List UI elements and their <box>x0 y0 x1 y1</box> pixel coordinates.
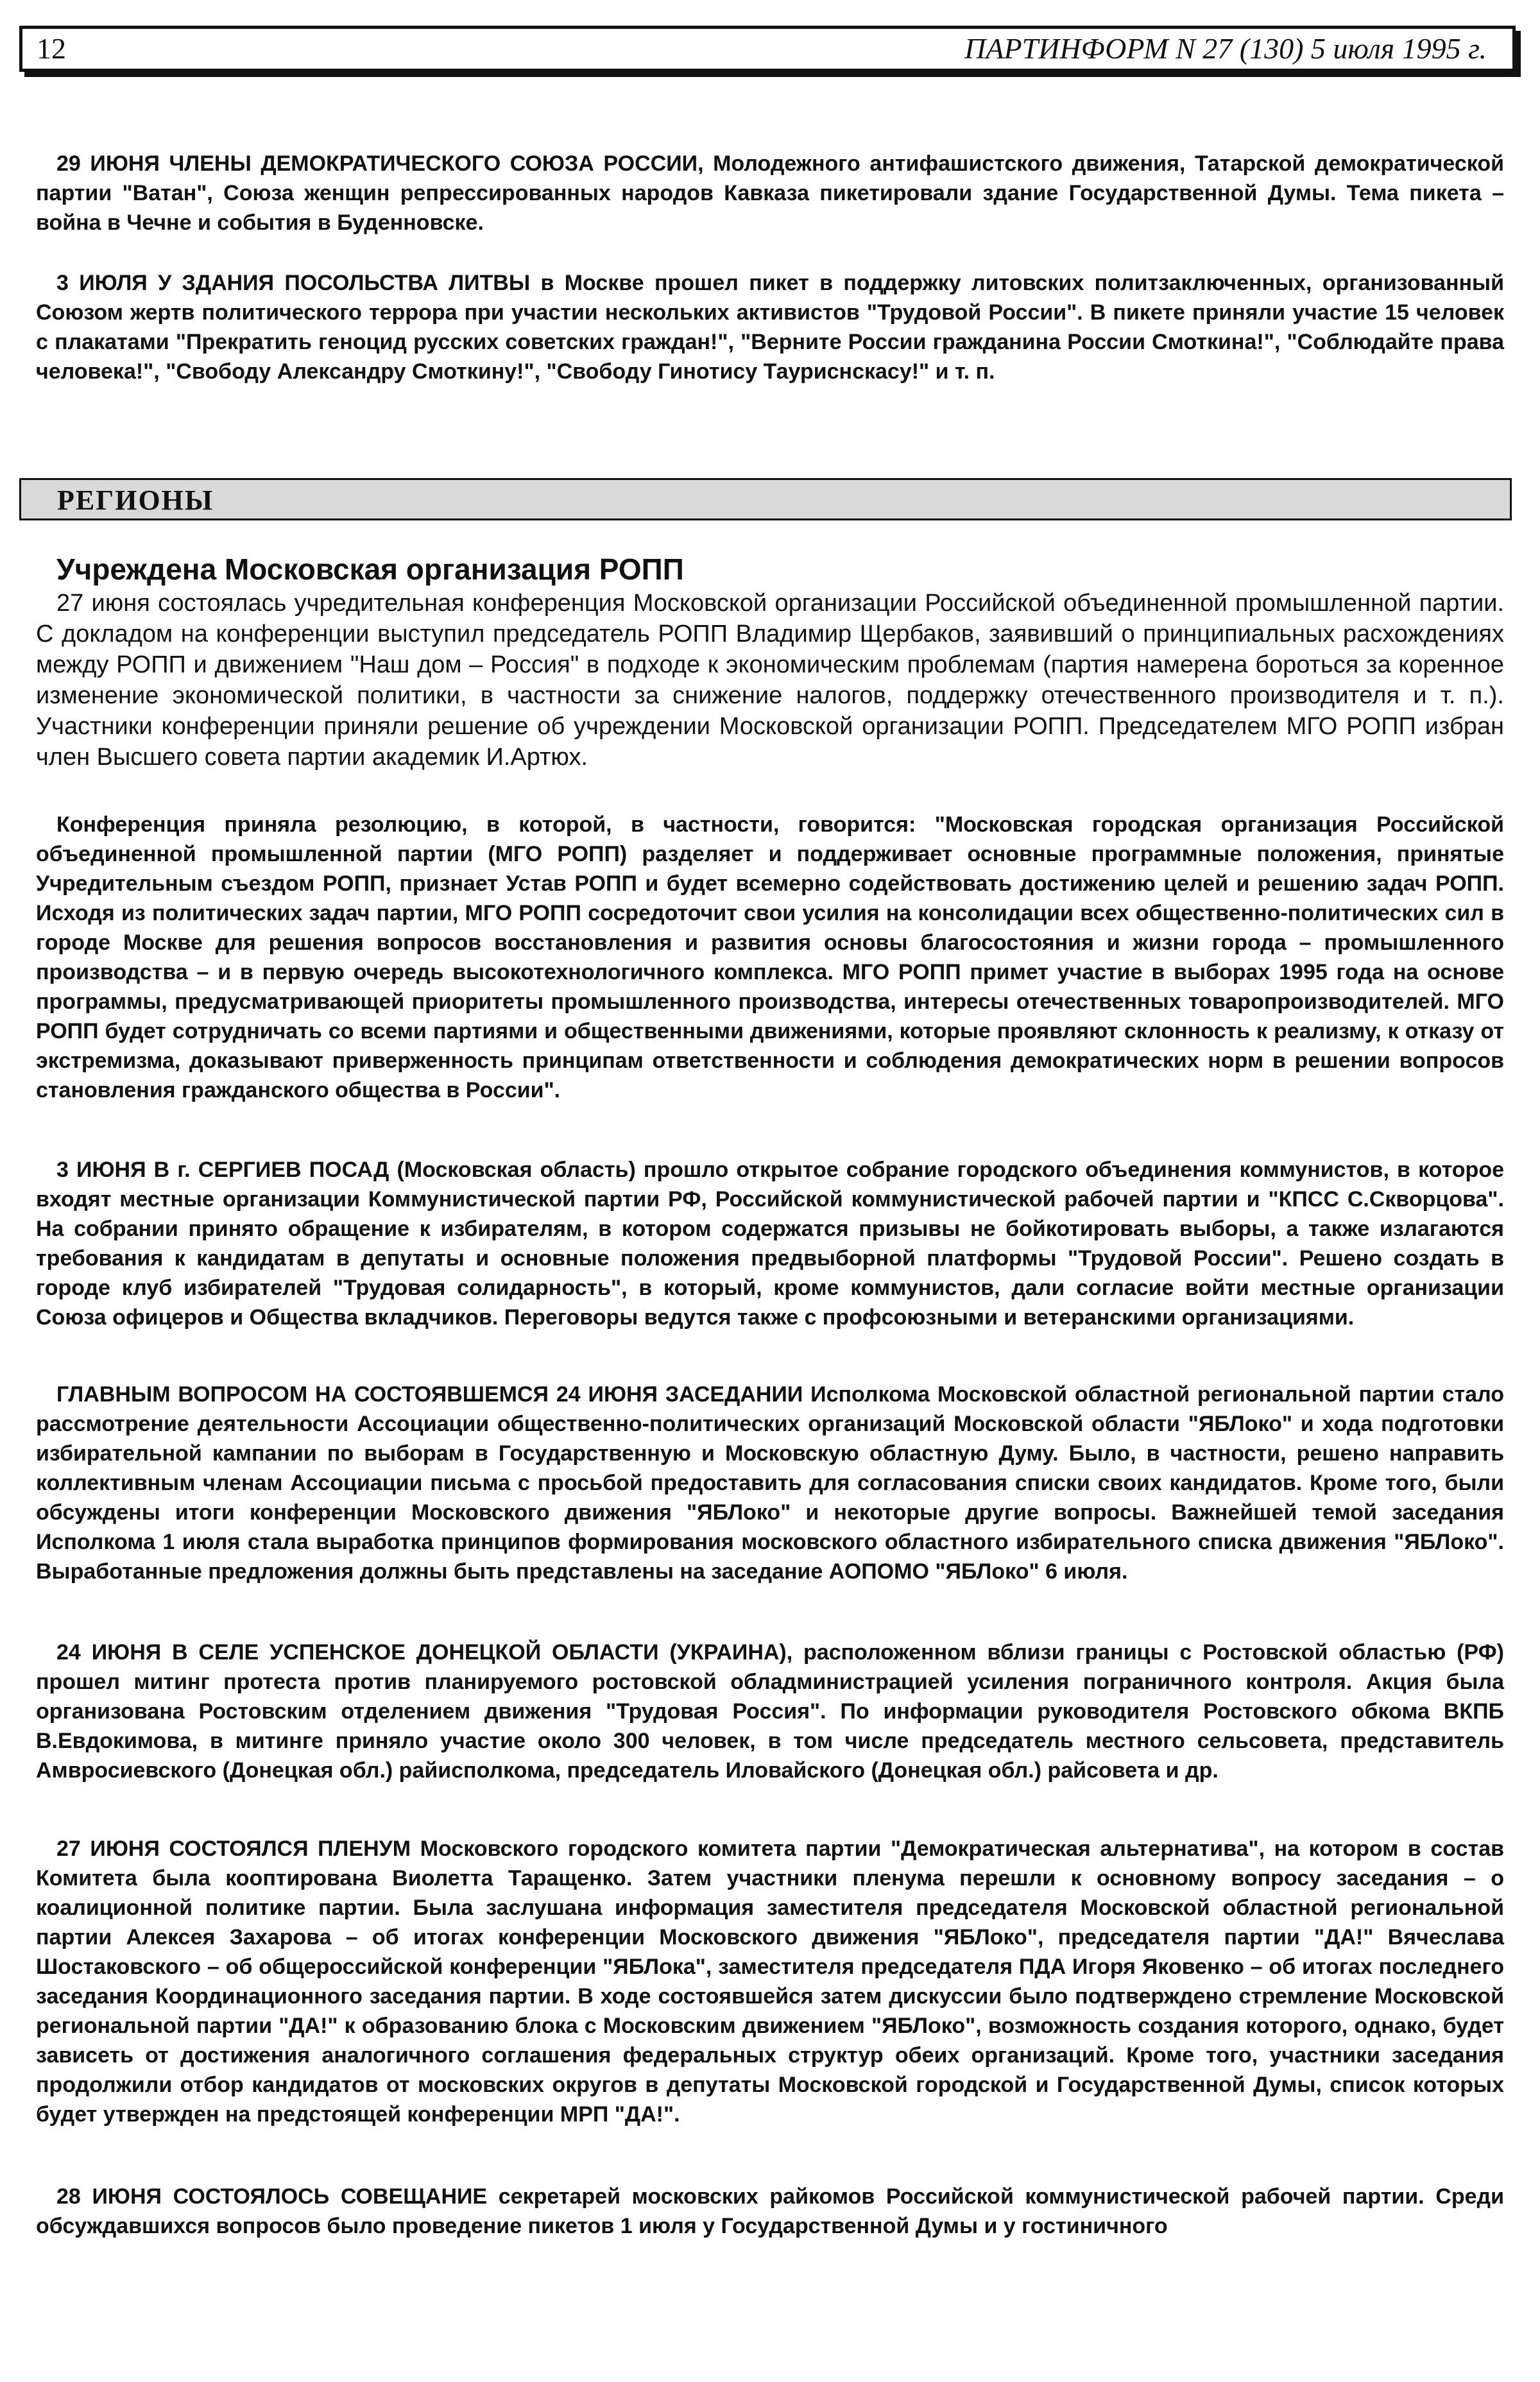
page-number: 12 <box>37 32 66 65</box>
news-item-lithuania-embassy-picket: 3 ИЮЛЯ У ЗДАНИЯ ПОСОЛЬСТВА ЛИТВЫ в Москве прошел пикет в поддержку литовских политзаключенных, организованный Союзом жертв политического террора при участии нескольких активистов "Трудовой России". В пикете приняли участие 15 человек с плакатами "Прекратить геноцид русских советских граждан!", "Верните России гражданина России Смоткина!", "Соблюдайте права человека!", "Свободу Александру Смоткину!", "Свободу Гинотису Тауриснскасу!" и т. п. <box>36 271 1504 384</box>
news-item-democratic-alternative-plenum: 27 ИЮНЯ СОСТОЯЛСЯ ПЛЕНУМ Московского городского комитета партии "Демократическая альтернатива", на котором в состав Комитета была кооптирована Виолетта Таращенко. Затем участники пленума перешли к основному вопросу заседания – о коалиционной политике партии. Была заслушана информация заместителя председателя Московской областной региональной партии Алексея Захарова – об итогах конференции Московского движения "ЯБЛоко", председателя партии "ДА!" Вячеслава Шостаковского – об общероссийской конференции "ЯБЛока", заместителя председателя ПДА Игоря Яковенко – об итогах последнего заседания Координационного заседания партии. В ходе состоявшейся затем дискуссии было подтверждено стремление Московской региональной партии "ДА!" к образованию блока с Московским движением "ЯБЛоко", возможность создания которого, однако, будет зависеть от достижения аналогичного соглашения федеральных структур обеих организаций. Кроме того, участники заседания продолжили отбор кандидатов от московских округов в депутаты Московской городской и Государственной Думы, список которых будет утвержден на предстоящей конференции МРП "ДА!". <box>36 1837 1504 2127</box>
article-title: Учреждена Московская организация РОПП <box>56 553 684 586</box>
news-item-uspenskoe-rally: 24 ИЮНЯ В СЕЛЕ УСПЕНСКОЕ ДОНЕЦКОЙ ОБЛАСТИ (УКРАИНА), расположенном вблизи границы с Ростовской областью (РФ) прошел митинг протеста против планируемого ростовской обладминистрацией усиления пограничного контроля. Акция была организована Ростовским отделением движения "Трудовая Россия". По информации руководителя Ростовского обкома ВКПБ В.Евдокимова, в митинге приняло участие около 300 человек, в том числе председатель местного сельсовета, представитель Амвросиевского (Донецкая обл.) райисполкома, председатель Иловайского (Донецкая обл.) райсовета и др. <box>36 1640 1504 1783</box>
publication-title: ПАРТИНФОРМ N 27 (130) 5 июля 1995 г. <box>964 32 1487 65</box>
section-header-regions <box>19 478 1512 520</box>
article-lead-paragraph: 27 июня состоялась учредительная конференция Московской организации Российской объединенной промышленной партии. С докладом на конференции выступил председатель РОПП Владимир Щербаков, заявивший о принципиальных расхождениях между РОПП и движением "Наш дом – Россия" в подходе к экономическим проблемам (партия намерена бороться за коренное изменение экономической политики, в частности за снижение налогов, поддержку отечественного производителя и т. п.). Участники конференции приняли решение об учреждении Московской организации РОПП. Председателем МГО РОПП избран член Высшего совета партии академик И.Артюх. <box>36 590 1504 771</box>
news-item-moscow-oblast-party: ГЛАВНЫМ ВОПРОСОМ НА СОСТОЯВШЕМСЯ 24 ИЮНЯ ЗАСЕДАНИИ Исполкома Московской областной региональной партии стало рассмотрение деятельности Ассоциации общественно-политических организаций Московской области "ЯБЛоко" и хода подготовки избирательной кампании по выборам в Государственную и Московскую областную Думу. Было, в частности, решено направить коллективным членам Ассоциации письма с просьбой предоставить для согласования списки своих кандидатов. Кроме того, были обсуждены итоги конференции Московского движения "ЯБЛоко" и некоторые другие вопросы. Важнейшей темой заседания Исполкома 1 июля стала выработка принципов формирования московского областного избирательного списка движения "ЯБЛоко". Выработанные предложения должны быть представлены на заседание АОПОМО "ЯБЛоко" 6 июля. <box>36 1382 1504 1584</box>
news-item-rkrp-meeting: 28 ИЮНЯ СОСТОЯЛОСЬ СОВЕЩАНИЕ секретарей московских райкомов Российской коммунистической рабочей партии. Среди обсуждавшихся вопросов было проведение пикетов 1 июля у Государственной Думы и у гостиничного <box>36 2184 1504 2238</box>
running-header <box>19 26 1516 72</box>
news-item-sergiev-posad: 3 ИЮНЯ В г. СЕРГИЕВ ПОСАД (Московская область) прошло открытое собрание городского объединения коммунистов, в которое входят местные организации Коммунистической партии РФ, Российской коммунистической рабочей партии и "КПСС С.Скворцова". На собрании принято обращение к избирателям, в котором содержатся призывы не бойкотировать выборы, а также излагаются требования к кандидатам в депутаты и основные положения предвыборной платформы "Трудовой России". Решено создать в городе клуб избирателей "Трудовая солидарность", в который, кроме коммунистов, дали согласие войти местные организации Союза офицеров и Общества вкладчиков. Переговоры ведутся также с профсоюзными и ветеранскими организациями. <box>36 1158 1504 1330</box>
section-title: РЕГИОНЫ <box>57 484 214 516</box>
article-resolution-paragraph: Конференция приняла резолюцию, в которой, в частности, говорится: "Московская городская организация Российской объединенной промышленной партии (МГО РОПП) разделяет и поддерживает основные программные положения, принятые Учредительным съездом РОПП, признает Устав РОПП и будет всемерно содействовать достижению целей и решению задач РОПП. Исходя из политических задач партии, МГО РОПП сосредоточит свои усилия на консолидации всех общественно-политических сил в городе Москве для решения вопросов восстановления и развития основы благосостояния и жизни города – промышленного производства – и в первую очередь высокотехнологичного комплекса. МГО РОПП примет участие в выборах 1995 года на основе программы, предусматривающей приоритеты промышленного производства, интересы отечественных товаропроизводителей. МГО РОПП будет сотрудничать со всеми партиями и общественными движениями, которые проявляют склонность к реализму, к отказу от экстремизма, доказывают приверженность принципам ответственности и соблюдения демократических норм в решении вопросов становления гражданского общества в России". <box>36 812 1504 1102</box>
news-item-duma-picket: 29 ИЮНЯ ЧЛЕНЫ ДЕМОКРАТИЧЕСКОГО СОЮЗА РОССИИ, Молодежного антифашистского движения, Татарской демократической партии "Ватан", Союза женщин репрессированных народов Кавказа пикетировали здание Государственной Думы. Тема пикета – война в Чечне и события в Буденновске. <box>36 151 1504 235</box>
